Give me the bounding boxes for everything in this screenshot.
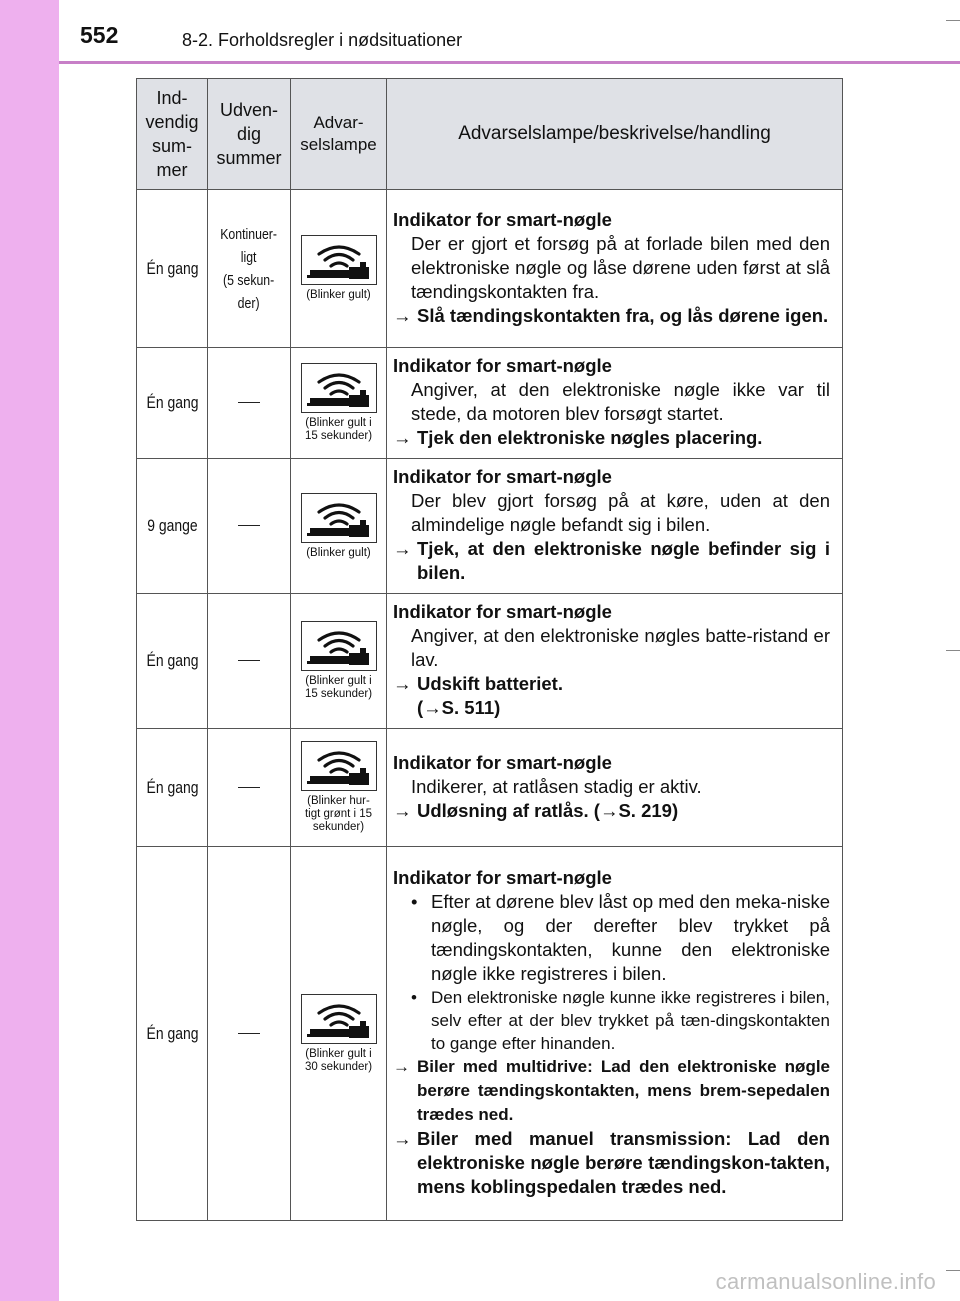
summer-cell: Én gang	[143, 190, 201, 348]
description-cell	[387, 847, 843, 1221]
arrow-right-icon: →	[393, 304, 412, 326]
arrow-right-icon: →	[393, 673, 412, 694]
section-title: 8-2. Forholdsregler i nødsituationer	[182, 30, 463, 50]
lamp-cell: (Blinker gult i 15 sekunder)	[291, 348, 387, 459]
crop-mark	[946, 1270, 960, 1271]
table-row	[137, 594, 843, 729]
row-body: Indikerer, at ratlåsen stadig er aktiv.	[411, 775, 702, 797]
col-header-external: Udven- dig summer	[208, 79, 291, 190]
lamp-cell: (Blinker gult i 30 sekunder)	[291, 847, 387, 1221]
row-title: Indikator for smart-nøgle	[393, 355, 612, 376]
row-action: → Udløsning af ratlås. (→S. 219)	[393, 799, 679, 821]
row-body: Angiver, at den elektroniske nøgles batte-ristand er lav.	[411, 625, 830, 670]
description-cell	[387, 594, 843, 729]
row-action: → Biler med multidrive: Lad den elektroniske nøgle berøre tændingskontakten, mens brem-sepedalen trædes ned.	[393, 1057, 830, 1124]
row-title: Indikator for smart-nøgle	[393, 751, 612, 773]
lamp-cell: (Blinker gult)	[291, 190, 387, 348]
external-summer-cell	[208, 594, 291, 729]
header-rule	[59, 61, 960, 64]
row-action: → Slå tændingskontakten fra, og lås dørene igen.	[393, 304, 829, 326]
lamp-cell: (Blinker gult)	[291, 459, 387, 594]
table-header-row	[137, 79, 843, 190]
row-body: Der blev gjort forsøg på at køre, uden at den almindelige nøgle befandt sig i bilen.	[411, 490, 830, 535]
external-summer-cell	[208, 459, 291, 594]
smart-key-indicator-icon	[301, 235, 377, 285]
external-summer-cell: Kontinuer- ligt (5 sekun- der)	[208, 190, 291, 348]
table-row	[137, 847, 843, 1221]
table-row	[137, 459, 843, 594]
crop-mark	[946, 20, 960, 21]
row-action: → Biler med manuel transmission: Lad den elektroniske nøgle berøre tændingskon-takten, mens koblingspedalen trædes ned.	[393, 1128, 830, 1197]
lamp-cell: (Blinker hur- tigt grønt i 15 sekunder)	[291, 729, 387, 847]
col-header-indicator: Ind- vendig sum- mer	[137, 79, 208, 190]
row-title: Indikator for smart-nøgle	[393, 601, 612, 622]
col-header-desc: Advarselslampe/beskrivelse/handling	[387, 79, 843, 190]
dash-mark	[238, 525, 260, 526]
smart-key-indicator-icon	[301, 363, 377, 413]
page-number: 552	[80, 22, 119, 48]
summer-cell: Én gang	[143, 729, 201, 847]
smart-key-indicator-icon	[301, 493, 377, 543]
arrow-right-icon: →	[393, 427, 412, 448]
external-summer-cell	[208, 847, 291, 1221]
arrow-right-icon: →	[393, 1057, 410, 1076]
external-summer-cell	[208, 729, 291, 847]
col-header-lamp: Advar- selslampe	[291, 79, 387, 190]
list-item: • Den elektroniske nøgle kunne ikke registreres i bilen, selv efter at der blev trykket på tæn-dingskontakten to gange efter hinanden.	[411, 988, 830, 1053]
row-action: → Tjek den elektroniske nøgles placering.	[393, 427, 763, 448]
dash-mark	[238, 787, 260, 788]
smart-key-indicator-icon	[301, 741, 377, 791]
row-body: Der er gjort et forsøg på at forlade bilen med den elektroniske nøgle og låse dørene uden først at slå tændingskontakten fra.	[411, 232, 830, 302]
warning-table	[136, 78, 843, 1221]
watermark: carmanualsonline.info	[715, 1269, 936, 1294]
smart-key-indicator-icon	[301, 994, 377, 1044]
lamp-cell: (Blinker gult i 15 sekunder)	[291, 594, 387, 729]
arrow-right-icon: →	[393, 1128, 412, 1149]
dash-mark	[238, 402, 260, 403]
row-title: Indikator for smart-nøgle	[393, 208, 612, 230]
row-body: Angiver, at den elektroniske nøgle ikke var til stede, da motoren blev forsøgt startet.	[411, 379, 830, 424]
description-cell	[387, 459, 843, 594]
crop-mark	[946, 650, 960, 651]
list-item: • Efter at dørene blev låst op med den meka-niske nøgle, og der derefter blev trykket på tændingskontakten, kunne den elektroniske nøgle ikke registreres i bilen.	[411, 891, 830, 984]
table-row	[137, 729, 843, 847]
dash-mark	[238, 660, 260, 661]
summer-cell: Én gang	[143, 348, 201, 459]
description-cell	[387, 348, 843, 459]
summer-cell: Én gang	[143, 594, 201, 729]
smart-key-indicator-icon	[301, 621, 377, 671]
description-cell	[387, 190, 843, 348]
table-row	[137, 348, 843, 459]
row-title: Indikator for smart-nøgle	[393, 867, 612, 888]
row-action: → Tjek, at den elektroniske nøgle befinder sig i bilen.	[393, 538, 830, 583]
description-cell	[387, 729, 843, 847]
page-sidebar-tab	[0, 0, 59, 1301]
arrow-right-icon: →	[393, 538, 412, 559]
row-action: → Udskift batteriet. (→S. 511)	[393, 673, 563, 718]
summer-cell: Én gang	[143, 847, 201, 1221]
summer-cell: 9 gange	[143, 459, 201, 594]
dash-mark	[238, 1033, 260, 1034]
table-row	[137, 190, 843, 348]
external-summer-cell	[208, 348, 291, 459]
arrow-right-icon: →	[393, 799, 412, 821]
row-title: Indikator for smart-nøgle	[393, 466, 612, 487]
